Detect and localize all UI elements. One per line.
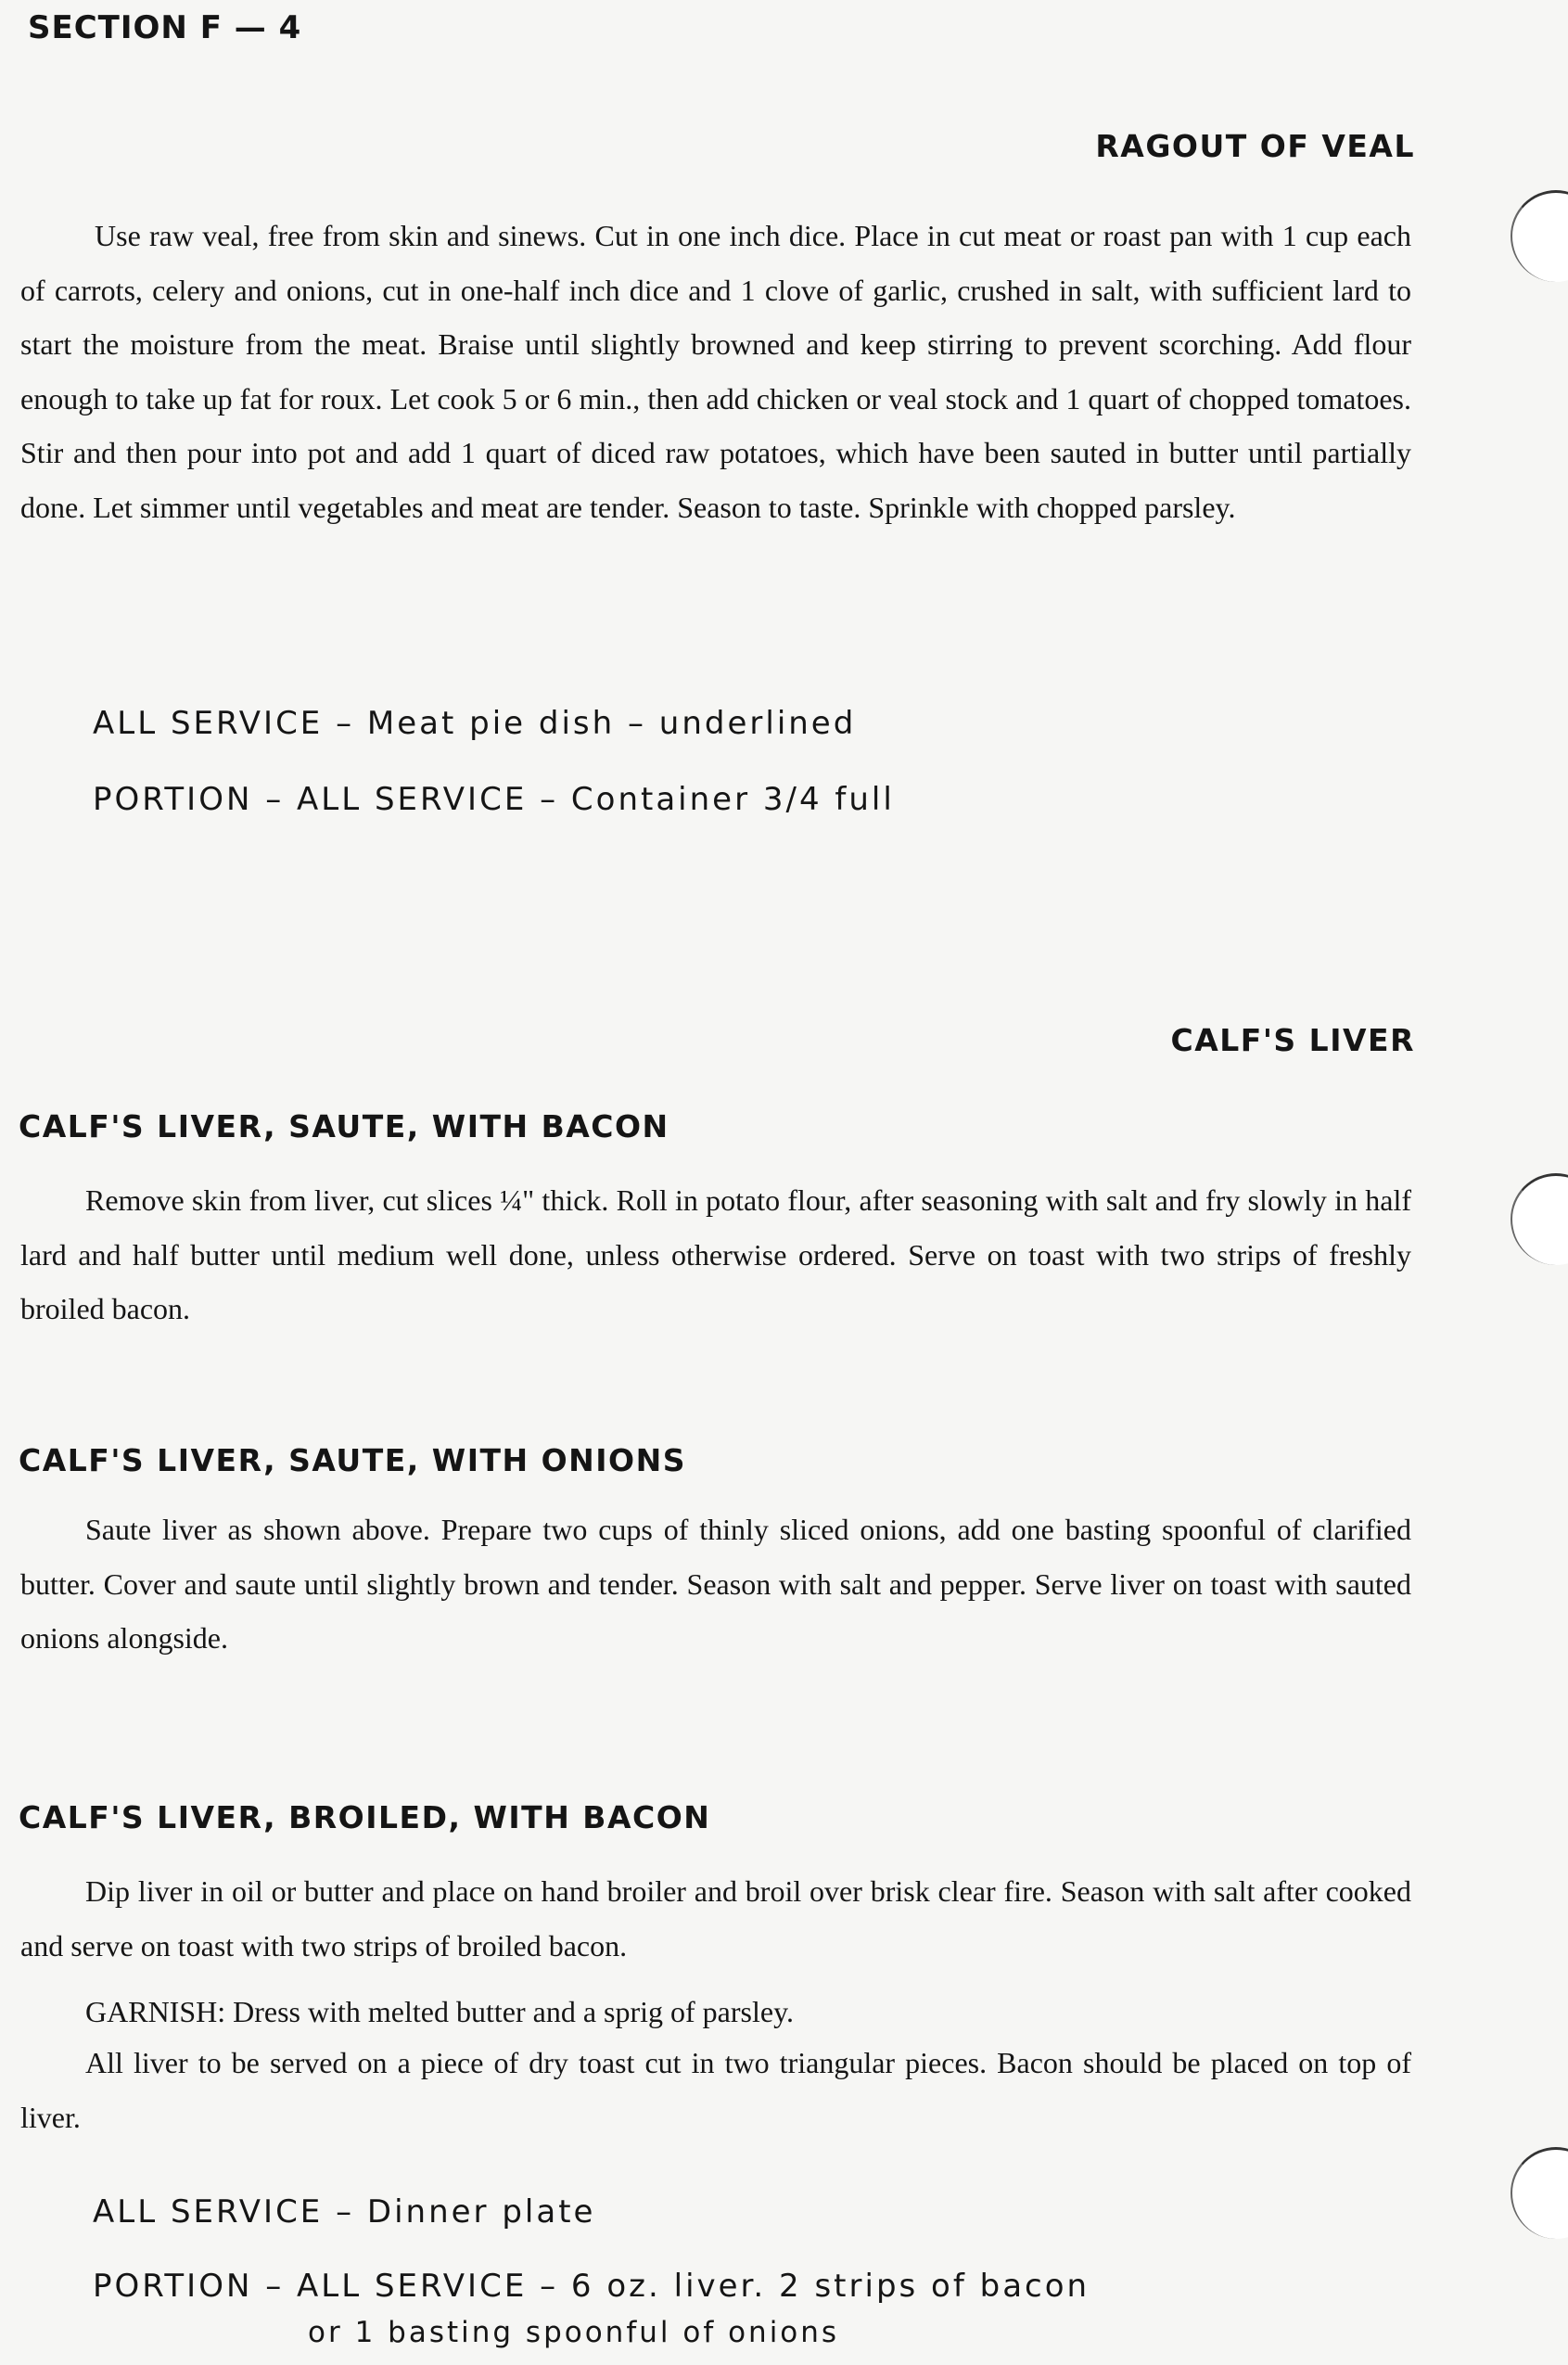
broiled-portion-line2: or 1 basting spoonful of onions <box>308 2316 840 2349</box>
binder-hole-middle <box>1511 1173 1568 1265</box>
broiled-body: Dip liver in oil or butter and place on hand broiler and broil over brisk clear fire. Season with salt after cooked and serve on toast with two strips of broiled bacon. <box>20 1874 1411 1962</box>
bacon-body: Remove skin from liver, cut slices ¼" thick. Roll in potato flour, after seasoning with salt and fry slowly in half lard and half butter until medium well done, unless otherwise ordered. Serve on toast with two strips of freshly broiled bacon. <box>20 1183 1411 1325</box>
calfs-liver-title: CALF'S LIVER <box>1170 1022 1415 1058</box>
section-label: SECTION F — 4 <box>28 9 302 46</box>
broiled-service: ALL SERVICE – Dinner plate <box>93 2193 596 2231</box>
broiled-portion-line1: PORTION – ALL SERVICE – 6 oz. liver. 2 strips of bacon <box>93 2268 1090 2305</box>
broiled-garnish: GARNISH: Dress with melted butter and a sprig of parsley. <box>85 1995 794 2028</box>
bacon-title: CALF'S LIVER, SAUTE, WITH BACON <box>19 1108 669 1144</box>
ragout-title: RAGOUT OF VEAL <box>1095 128 1415 164</box>
broiled-title: CALF'S LIVER, BROILED, WITH BACON <box>19 1799 711 1835</box>
onions-body: Saute liver as shown above. Prepare two cups of thinly sliced onions, add one basting spoonful of clarified butter. Cover and saute until slightly brown and tender. Season with salt and pepper. Serve liver on toast with sauted onions alongside. <box>20 1513 1411 1655</box>
ragout-body: Use raw veal, free from skin and sinews. Cut in one inch dice. Place in cut meat or roast pan with 1 cup each of carrots, celery and onions, cut in one-half inch dice and 1 clove of garlic, crushed in salt, with sufficient lard to start the moisture from the meat. Braise until slightly browned and keep stirring to prevent scorching. Add flour enough to take up fat for roux. Let cook 5 or 6 min., then add chicken or veal stock and 1 quart of chopped tomatoes. Stir and then pour into pot and add 1 quart of diced raw potatoes, which have been sauted in butter until partially done. Let simmer until vegetables and meat are tender. Season to taste. Sprinkle with chopped parsley. <box>20 219 1411 524</box>
ragout-portion: PORTION – ALL SERVICE – Container 3/4 full <box>93 781 895 818</box>
broiled-note: All liver to be served on a piece of dry toast cut in two triangular pieces. Bacon should be placed on top of liver. <box>20 2046 1411 2134</box>
binder-hole-bottom <box>1511 2147 1568 2239</box>
onions-title: CALF'S LIVER, SAUTE, WITH ONIONS <box>19 1442 686 1478</box>
binder-hole-top <box>1511 190 1568 282</box>
ragout-service: ALL SERVICE – Meat pie dish – underlined <box>93 705 857 742</box>
